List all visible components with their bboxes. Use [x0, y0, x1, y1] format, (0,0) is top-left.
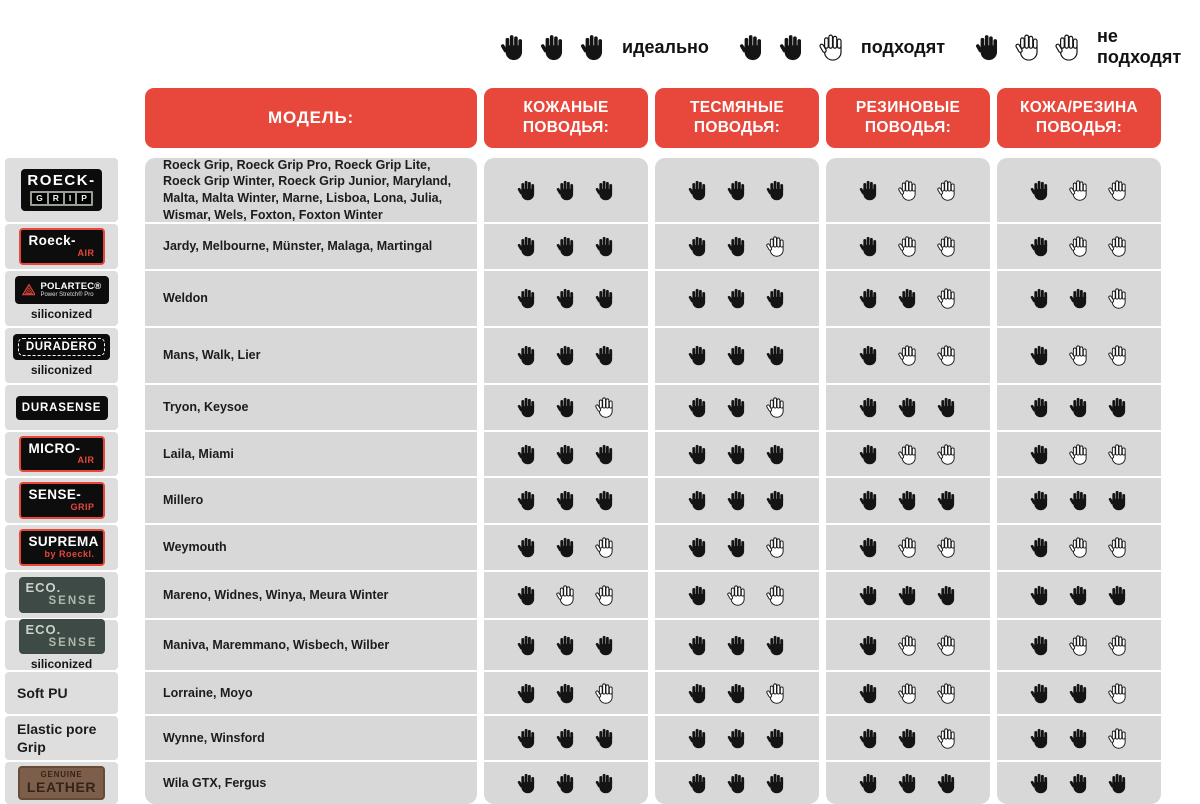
hand-icon: [595, 287, 616, 310]
hand-icon: [595, 536, 616, 559]
rating-cell: [484, 328, 648, 383]
hand-icon: [1030, 727, 1051, 750]
model-cell: Laila, Miami: [145, 432, 477, 476]
hand-icon: [859, 179, 880, 202]
hand-icon: [859, 235, 880, 258]
hand-icon: [727, 727, 748, 750]
legend-item-1: [739, 33, 945, 62]
sidebar-cell: [5, 762, 118, 804]
hand-icon: [766, 536, 787, 559]
hand-icon: [1030, 489, 1051, 512]
rating-cell: [484, 385, 648, 430]
rating-cell: [826, 478, 990, 523]
hand-icon: [500, 33, 527, 62]
rating-cell: [997, 716, 1161, 760]
hand-icon: [517, 536, 538, 559]
rating-cell: [997, 478, 1161, 523]
rating-cell: [484, 672, 648, 714]
rating-cell: [484, 762, 648, 804]
legend-hands: [739, 33, 846, 62]
hand-icon: [898, 396, 919, 419]
model-cell: Wila GTX, Fergus: [145, 762, 477, 804]
hand-icon: [727, 682, 748, 705]
hand-icon: [1069, 396, 1090, 419]
sidebar-cell: [5, 432, 118, 476]
hand-icon: [859, 536, 880, 559]
hand-icon: [595, 344, 616, 367]
hand-icon: [580, 33, 607, 62]
hand-icon: [937, 396, 958, 419]
hand-icon: [859, 287, 880, 310]
hand-icon: [1108, 634, 1129, 657]
hand-icon: [1108, 682, 1129, 705]
hand-icon: [1030, 179, 1051, 202]
rating-cell: [484, 271, 648, 326]
hand-icon: [556, 396, 577, 419]
material-badge: DURASENSE: [16, 396, 108, 420]
model-cell: Roeck Grip, Roeck Grip Pro, Roeck Grip Lite, Roeck Grip Winter, Roeck Grip Junior, Maryland, Malta, Malta Winter, Marne, Lisboa, Lona, Julia, Wismar, Wels, Foxton, Foxton Winter: [145, 158, 477, 222]
rating-cell: [826, 672, 990, 714]
rating-cell: [997, 271, 1161, 326]
hand-icon: [1030, 443, 1051, 466]
hand-icon: [1108, 727, 1129, 750]
hand-icon: [688, 179, 709, 202]
rating-cell: [655, 271, 819, 326]
hand-icon: [1108, 396, 1129, 419]
hand-icon: [727, 179, 748, 202]
legend-item-2: [975, 26, 1188, 68]
siliconized-label: siliconized: [30, 363, 93, 377]
hand-icon: [898, 682, 919, 705]
rating-cell: [826, 385, 990, 430]
rating-cell: [826, 224, 990, 269]
material-label: Soft PU: [17, 684, 68, 701]
hand-icon: [898, 536, 919, 559]
hand-icon: [1069, 344, 1090, 367]
model-cell: Weymouth: [145, 525, 477, 570]
hand-icon: [1069, 536, 1090, 559]
hand-icon: [898, 727, 919, 750]
hand-icon: [688, 772, 709, 795]
rating-cell: [826, 762, 990, 804]
hand-icon: [595, 772, 616, 795]
hand-icon: [937, 235, 958, 258]
rating-cell: [655, 762, 819, 804]
hand-icon: [766, 287, 787, 310]
rating-cell: [997, 525, 1161, 570]
hand-icon: [898, 443, 919, 466]
legend: [500, 26, 1188, 68]
hand-icon: [595, 489, 616, 512]
hand-icon: [898, 489, 919, 512]
siliconized-label: siliconized: [30, 657, 93, 672]
hand-icon: [937, 344, 958, 367]
rating-cell: [655, 672, 819, 714]
rating-cell: [826, 432, 990, 476]
hand-icon: [975, 33, 1002, 62]
hand-icon: [937, 634, 958, 657]
rating-cell: [484, 572, 648, 618]
hand-icon: [1069, 443, 1090, 466]
hand-icon: [556, 584, 577, 607]
hand-icon: [1108, 489, 1129, 512]
hand-icon: [688, 634, 709, 657]
hand-icon: [556, 489, 577, 512]
legend-label: подходят: [860, 36, 946, 57]
model-cell: Mareno, Widnes, Winya, Meura Winter: [145, 572, 477, 618]
hand-icon: [556, 287, 577, 310]
hand-icon: [595, 682, 616, 705]
hand-icon: [1030, 235, 1051, 258]
hand-icon: [595, 179, 616, 202]
hand-icon: [595, 396, 616, 419]
hand-icon: [1108, 772, 1129, 795]
hand-icon: [556, 179, 577, 202]
hand-icon: [517, 682, 538, 705]
webbing-reins-column: [655, 158, 819, 804]
hand-icon: [1030, 287, 1051, 310]
hand-icon: [937, 727, 958, 750]
hand-icon: [688, 536, 709, 559]
rating-column-headers: [484, 88, 1161, 148]
hand-icon: [859, 344, 880, 367]
hand-icon: [1108, 287, 1129, 310]
hand-icon: [688, 584, 709, 607]
rating-cell: [655, 328, 819, 383]
rating-cell: [997, 385, 1161, 430]
sidebar-cell: [5, 328, 118, 383]
table-body: [145, 158, 1161, 804]
hand-icon: [937, 772, 958, 795]
material-badge: GENUINE LEATHER: [18, 766, 105, 800]
rating-cell: [484, 716, 648, 760]
hand-icon: [898, 634, 919, 657]
hand-icon: [859, 584, 880, 607]
rating-cell: [997, 158, 1161, 222]
rating-cell: [997, 432, 1161, 476]
rating-cell: [997, 672, 1161, 714]
hand-icon: [517, 772, 538, 795]
hand-icon: [727, 536, 748, 559]
hand-icon: [688, 235, 709, 258]
hand-icon: [1015, 33, 1042, 62]
hand-icon: [727, 634, 748, 657]
leather-rubber-reins-column: [997, 158, 1161, 804]
hand-icon: [595, 584, 616, 607]
hand-icon: [859, 727, 880, 750]
hand-icon: [556, 772, 577, 795]
hand-icon: [556, 727, 577, 750]
hand-icon: [1030, 536, 1051, 559]
hand-icon: [727, 235, 748, 258]
hand-icon: [766, 396, 787, 419]
model-cell: Lorraine, Moyo: [145, 672, 477, 714]
material-badge: POLARTEC® Power Stretch® Pro: [15, 276, 109, 305]
model-cell: Mans, Walk, Lier: [145, 328, 477, 383]
polartec-triangle-icon: [22, 281, 36, 298]
rating-cell: [997, 224, 1161, 269]
model-column: [145, 158, 477, 804]
hand-icon: [1069, 584, 1090, 607]
hand-icon: [898, 179, 919, 202]
rating-cell: [655, 432, 819, 476]
sidebar-cell: [5, 716, 118, 760]
rating-cell: [655, 525, 819, 570]
hand-icon: [556, 235, 577, 258]
rating-cell: [826, 328, 990, 383]
hand-icon: [766, 489, 787, 512]
rating-cell: [826, 572, 990, 618]
rating-cell: [826, 525, 990, 570]
hand-icon: [517, 235, 538, 258]
sidebar-cell: [5, 525, 118, 570]
sidebar-cell: [5, 620, 118, 670]
hand-icon: [1069, 772, 1090, 795]
hand-icon: [517, 584, 538, 607]
hand-icon: [937, 682, 958, 705]
hand-icon: [859, 396, 880, 419]
hand-icon: [1108, 584, 1129, 607]
siliconized-label: siliconized: [30, 307, 93, 322]
material-sidebar: [5, 158, 118, 804]
hand-icon: [595, 235, 616, 258]
hand-icon: [859, 682, 880, 705]
sidebar-cell: [5, 478, 118, 523]
hand-icon: [1069, 235, 1090, 258]
hand-icon: [937, 536, 958, 559]
hand-icon: [1069, 634, 1090, 657]
hand-icon: [779, 33, 806, 62]
rating-cell: [655, 224, 819, 269]
hand-icon: [727, 443, 748, 466]
hand-icon: [688, 344, 709, 367]
model-cell: Millero: [145, 478, 477, 523]
sidebar-cell: [5, 385, 118, 430]
hand-icon: [898, 344, 919, 367]
hand-icon: [898, 235, 919, 258]
hand-icon: [766, 344, 787, 367]
hand-icon: [517, 287, 538, 310]
model-cell: Maniva, Maremmano, Wisbech, Wilber: [145, 620, 477, 670]
hand-icon: [556, 634, 577, 657]
hand-icon: [859, 489, 880, 512]
hand-icon: [739, 33, 766, 62]
hand-icon: [595, 727, 616, 750]
rating-cell: [997, 572, 1161, 618]
rubber-reins-column: [826, 158, 990, 804]
hand-icon: [727, 287, 748, 310]
model-cell: Weldon: [145, 271, 477, 326]
legend-hands: [975, 33, 1082, 62]
material-badge: ECO. SENSE: [19, 577, 105, 613]
hand-icon: [898, 287, 919, 310]
material-badge: SUPREMA by Roeckl.: [19, 529, 105, 565]
hand-icon: [688, 443, 709, 466]
hand-icon: [540, 33, 567, 62]
hand-icon: [688, 287, 709, 310]
hand-icon: [766, 179, 787, 202]
hand-icon: [1030, 634, 1051, 657]
legend-hands: [500, 33, 607, 62]
hand-icon: [1108, 443, 1129, 466]
hand-icon: [1055, 33, 1082, 62]
rating-cell: [655, 716, 819, 760]
rating-cell: [484, 158, 648, 222]
hand-icon: [556, 682, 577, 705]
hand-icon: [1108, 344, 1129, 367]
hand-icon: [517, 727, 538, 750]
sidebar-cell: [5, 224, 118, 269]
rating-cell: [655, 385, 819, 430]
rating-column-header-0: КОЖАНЫЕ ПОВОДЬЯ:: [484, 88, 648, 148]
hand-icon: [766, 584, 787, 607]
model-cell: Tryon, Keysoe: [145, 385, 477, 430]
rating-cell: [997, 762, 1161, 804]
rating-cell: [655, 572, 819, 618]
sidebar-cell: [5, 572, 118, 618]
hand-icon: [898, 772, 919, 795]
material-badge: SENSE- GRIP: [19, 482, 105, 518]
rating-cell: [826, 620, 990, 670]
hand-icon: [517, 344, 538, 367]
model-column-header: МОДЕЛЬ:: [145, 88, 477, 148]
hand-icon: [688, 682, 709, 705]
hand-icon: [1069, 287, 1090, 310]
hand-icon: [937, 443, 958, 466]
hand-icon: [517, 443, 538, 466]
hand-icon: [766, 634, 787, 657]
hand-icon: [727, 396, 748, 419]
hand-icon: [688, 727, 709, 750]
hand-icon: [1069, 179, 1090, 202]
material-badge: ROECK- G R I P: [21, 169, 101, 212]
hand-icon: [595, 443, 616, 466]
hand-icon: [1030, 682, 1051, 705]
rating-column-header-1: ТЕСМЯНЫЕ ПОВОДЬЯ:: [655, 88, 819, 148]
rating-cell: [997, 328, 1161, 383]
rating-cell: [484, 478, 648, 523]
rating-cell: [484, 620, 648, 670]
hand-icon: [727, 772, 748, 795]
rating-cell: [655, 158, 819, 222]
hand-icon: [766, 443, 787, 466]
hand-icon: [1030, 396, 1051, 419]
hand-icon: [517, 396, 538, 419]
hand-icon: [859, 772, 880, 795]
hand-icon: [727, 489, 748, 512]
material-badge: DURADERO: [13, 334, 110, 360]
hand-icon: [1030, 344, 1051, 367]
hand-icon: [556, 443, 577, 466]
grip-letter-strip: G R I P: [30, 191, 93, 206]
hand-icon: [517, 489, 538, 512]
hand-icon: [937, 584, 958, 607]
hand-icon: [1069, 727, 1090, 750]
rating-cell: [826, 271, 990, 326]
hand-icon: [766, 772, 787, 795]
model-cell: Wynne, Winsford: [145, 716, 477, 760]
leather-reins-column: [484, 158, 648, 804]
legend-item-0: [500, 33, 709, 62]
hand-icon: [727, 584, 748, 607]
legend-label: не подходят: [1097, 26, 1182, 67]
hand-icon: [1069, 489, 1090, 512]
hand-icon: [937, 287, 958, 310]
rating-column-header-3: КОЖА/РЕЗИНА ПОВОДЬЯ:: [997, 88, 1161, 148]
hand-icon: [517, 634, 538, 657]
sidebar-cell: [5, 158, 118, 222]
hand-icon: [766, 682, 787, 705]
hand-icon: [556, 344, 577, 367]
hand-icon: [1108, 536, 1129, 559]
hand-icon: [688, 396, 709, 419]
rating-cell: [997, 620, 1161, 670]
hand-icon: [859, 634, 880, 657]
hand-icon: [517, 179, 538, 202]
sidebar-cell: [5, 271, 118, 326]
model-cell: Jardy, Melbourne, Münster, Malaga, Martingal: [145, 224, 477, 269]
hand-icon: [1030, 584, 1051, 607]
rating-column-header-2: РЕЗИНОВЫЕ ПОВОДЬЯ:: [826, 88, 990, 148]
hand-icon: [1108, 179, 1129, 202]
rating-cell: [826, 158, 990, 222]
hand-icon: [1030, 772, 1051, 795]
hand-icon: [937, 489, 958, 512]
rating-cell: [826, 716, 990, 760]
hand-icon: [898, 584, 919, 607]
rating-cell: [655, 478, 819, 523]
legend-label: идеально: [622, 36, 709, 57]
material-badge: Roeck- AIR: [19, 228, 105, 264]
table-header-row: [145, 88, 1161, 148]
material-badge: MICRO- AIR: [19, 436, 105, 472]
material-label: Elastic pore Grip: [17, 720, 97, 755]
hand-icon: [1108, 235, 1129, 258]
rating-cell: [484, 525, 648, 570]
hand-icon: [766, 235, 787, 258]
hand-icon: [727, 344, 748, 367]
hand-icon: [595, 634, 616, 657]
hand-icon: [688, 489, 709, 512]
material-badge: ECO. SENSE: [19, 619, 105, 655]
rating-cell: [655, 620, 819, 670]
sidebar-cell: [5, 672, 118, 714]
hand-icon: [859, 443, 880, 466]
rating-cell: [484, 432, 648, 476]
rating-cell: [484, 224, 648, 269]
hand-icon: [766, 727, 787, 750]
hand-icon: [556, 536, 577, 559]
hand-icon: [1069, 682, 1090, 705]
hand-icon: [819, 33, 846, 62]
hand-icon: [937, 179, 958, 202]
